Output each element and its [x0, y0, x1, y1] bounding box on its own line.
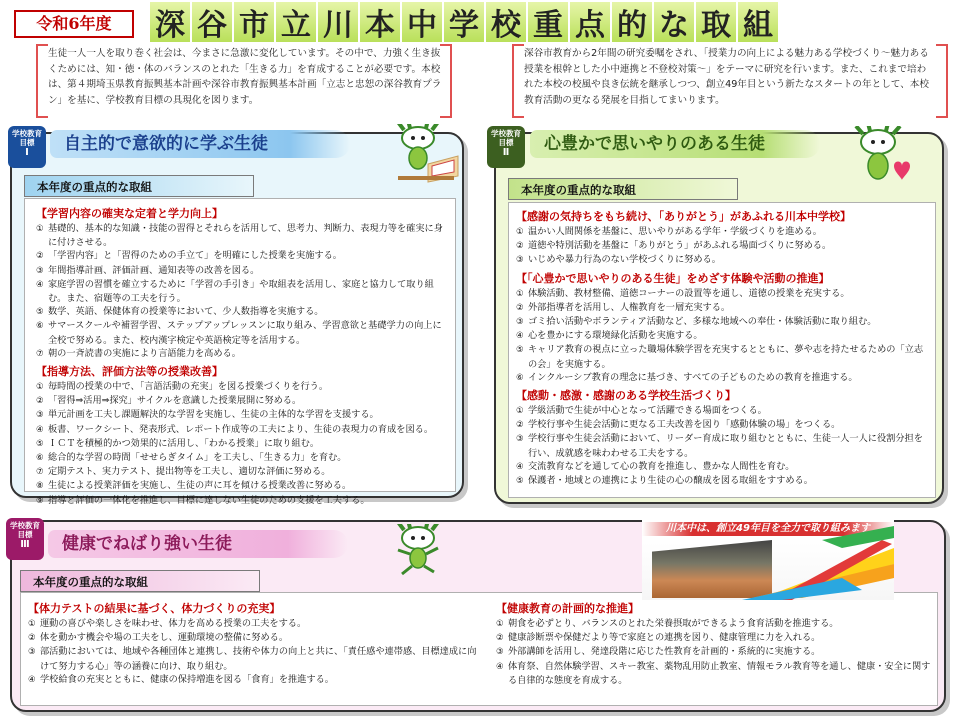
- item-number: ⑤: [516, 345, 524, 356]
- item-text: 家庭学習の習慣を確立するために「学習の手引き」や取組表を活用し、家庭と協力して取り組む。また、宿題等の工夫を行う。: [48, 278, 434, 305]
- title-char: 中: [402, 2, 442, 42]
- item-text: 道徳や特別活動を基盤に「ありがとう」があふれる場面づくりに努める。: [528, 240, 832, 252]
- list-item: [36, 347, 450, 361]
- goal2-title: 心豊かで思いやりのある生徒: [530, 130, 820, 158]
- item-number: ⑤: [516, 476, 524, 487]
- list-item: [28, 617, 478, 631]
- group-heading: 【感謝の気持ちをもち続け、「ありがとう」があふれる川本中学校】: [516, 210, 852, 223]
- list-item: [516, 287, 930, 301]
- group-heading: 【体力テストの結果に基づく、体力づくりの充実】: [28, 602, 281, 615]
- list-item: [496, 617, 932, 631]
- list-item: [28, 673, 478, 687]
- title-char: 重: [528, 2, 568, 42]
- title-char: 校: [486, 2, 526, 42]
- item-text: 心を豊かにする環境緑化活動を実施する。: [528, 330, 703, 342]
- group-heading: 【感動・感激・感謝のある学校生活づくり】: [516, 389, 736, 403]
- item-text: 生徒による授業評価を実施し、生徒の声に耳を傾ける授業改善に努める。: [48, 480, 352, 492]
- intro-right-text: 深谷市教育から2年間の研究委嘱をされ、「授業力の向上による魅力ある学校づくり〜魅力ある授業を根幹とした小中連携と不登校対策〜」をテーマに研究を行います。また、これまで培われた本校の校風や良き伝統を継承しつつ、創立49年目という新たなスタートの年として、本校教育活動の更なる発展を目指してまいります。: [524, 48, 929, 106]
- goal2-badge-num: Ⅱ: [502, 147, 510, 158]
- item-number: ②: [516, 302, 524, 313]
- item-number: ⑦: [36, 348, 44, 359]
- title-char: 点: [570, 2, 610, 42]
- goal1-badge-mid: 目標: [19, 138, 35, 147]
- item-number: ③: [516, 255, 524, 266]
- group-list: [36, 222, 450, 361]
- goal1-badge: [8, 126, 46, 168]
- goal3-badge-top: 学校教育: [10, 521, 40, 530]
- item-text: 体験活動、教材整備、道徳コーナーの設置等を通し、道徳の授業を充実する。: [528, 287, 850, 299]
- goal3-badge-num: Ⅲ: [20, 539, 30, 550]
- goal2-badge: [487, 126, 525, 168]
- item-text: 外部指導者を活用し、人権教育を一層充実する。: [528, 301, 731, 313]
- item-number: ①: [516, 288, 524, 299]
- item-number: ①: [36, 382, 44, 393]
- list-item: [516, 343, 930, 370]
- item-text: サマースクールや補習学習、ステップアップレッスンに取り組み、学習意欲と基礎学力の向上に全校で努める。また、校内漢字検定や英語検定等を活用する。: [48, 320, 442, 346]
- title-char: 立: [276, 2, 316, 42]
- mascot-studying-icon: [388, 124, 460, 188]
- list-item: [36, 437, 450, 451]
- item-number: ④: [496, 661, 504, 672]
- bracket-right-close: [936, 44, 948, 118]
- item-text: 学校行事や生徒会活動に更なる工夫改善を図り「感動体験の場」をつくる。: [528, 419, 841, 431]
- goal1-badge-top: 学校教育: [12, 129, 42, 138]
- goal3-title: 健康でねばり強い生徒: [48, 530, 348, 558]
- item-number: ①: [516, 227, 524, 237]
- item-text: 板書、ワークシート、発表形式、レポート作成等の工夫により、生徒の表現力の育成を図る。: [48, 423, 434, 435]
- goal2-section-label: 本年度の重点的な取組: [508, 178, 738, 200]
- group-list: [36, 380, 450, 508]
- item-number: ①: [496, 619, 504, 629]
- title-char: 学: [444, 2, 484, 42]
- item-text: 「学習内容」と「習得のための手立て」を明確にした授業を実施する。: [48, 250, 342, 262]
- goal3-badge: [6, 518, 44, 560]
- item-number: ③: [516, 317, 524, 328]
- list-item: [516, 371, 930, 385]
- item-number: ④: [36, 424, 44, 435]
- group-heading: 【「心豊かで思いやりのある生徒」をめざす体験や活動の推進】: [516, 271, 830, 285]
- list-item: [36, 394, 450, 408]
- list-item: [516, 404, 930, 418]
- item-text: 定期テスト、実力テスト、提出物等を工夫し、適切な評価に努める。: [48, 466, 331, 478]
- item-number: ⑥: [516, 372, 524, 383]
- list-item: [516, 253, 930, 267]
- banner-title: 川本中は、創立49年目を全力で取り組みます: [642, 522, 894, 536]
- list-item: [516, 432, 930, 459]
- item-number: ③: [496, 647, 504, 658]
- goal2-list: [516, 206, 930, 488]
- title-char: 市: [234, 2, 274, 42]
- item-number: ⑤: [36, 438, 44, 449]
- item-text: 基礎的、基本的な知識・技能の習得とそれらを活用して、思考力、判断力、表現力等を確実に身に付けさせる。: [48, 223, 443, 249]
- item-number: ②: [36, 396, 44, 407]
- group-heading: 【健康教育の計画的な推進】: [496, 602, 639, 615]
- goal2-badge-top: 学校教育: [491, 129, 521, 138]
- item-number: ②: [28, 633, 36, 644]
- banner-graphics: [642, 518, 894, 600]
- list-item: [36, 451, 450, 465]
- group-heading: 【指導方法、評価方法等の授業改善】: [36, 365, 223, 379]
- list-item: [516, 315, 930, 329]
- item-text: いじめや暴力行為のない学校づくりに努める。: [528, 254, 721, 266]
- list-item: [36, 305, 450, 319]
- item-number: ⑧: [36, 481, 44, 492]
- item-number: ②: [496, 633, 504, 644]
- item-number: ③: [36, 265, 44, 276]
- list-item: [516, 460, 930, 474]
- title-char: 取: [696, 2, 736, 42]
- item-text: 運動の喜びや楽しさを味わせ、体力を高める授業の工夫をする。: [40, 618, 307, 629]
- item-text: 温かい人間関係を基盤に、思いやりがある学年・学級づくりを進める。: [528, 226, 822, 237]
- item-text: インクルーシブ教育の理念に基づき、すべての子どものための教育を推進する。: [528, 371, 858, 383]
- item-number: ③: [28, 647, 36, 658]
- item-number: ⑥: [36, 453, 44, 464]
- group-list: [28, 617, 478, 687]
- item-number: ④: [516, 461, 524, 472]
- list-item: [496, 645, 932, 659]
- group-list: [496, 617, 932, 687]
- item-number: ②: [36, 251, 44, 262]
- list-item: [496, 631, 932, 645]
- item-text: 交流教育などを通して心の教育を推進し、豊かな人間性を育む。: [528, 460, 795, 472]
- item-text: 数学、英語、保健体育の授業等において、少人数指導を実施する。: [48, 306, 324, 318]
- item-number: ④: [516, 331, 524, 342]
- item-text: 朝の一斉読書の実施により言語能力を高める。: [48, 347, 241, 359]
- group-heading: 【学習内容の確実な定着と学力向上】: [36, 207, 223, 220]
- item-text: 指導と評価の一体化を推進し、目標に達しない生徒のための支援を工夫する。: [48, 494, 370, 506]
- item-number: ③: [516, 434, 524, 445]
- item-text: 体を動かす機会や場の工夫をし、運動環境の整備に努める。: [40, 632, 289, 644]
- list-item: [516, 225, 930, 239]
- title-char: 本: [360, 2, 400, 42]
- school-banner: [642, 518, 894, 600]
- item-text: 学校行事や生徒会活動において、リーダー育成に取り組むとともに、生徒一人一人に役割分担を行い、成就感を味わわせる工夫をする。: [528, 433, 923, 459]
- item-text: 朝食を必ずとり、バランスのとれた栄養摂取ができるよう食育活動を推進する。: [508, 618, 839, 629]
- goal1-list: [36, 203, 450, 508]
- item-number: ③: [36, 410, 44, 421]
- list-item: [36, 423, 450, 437]
- item-number: ⑥: [36, 321, 44, 332]
- list-item: [516, 239, 930, 253]
- group-list: [516, 225, 930, 268]
- list-item: [36, 264, 450, 278]
- item-number: ②: [516, 241, 524, 252]
- item-text: 毎時間の授業の中で、「言語活動の充実」を図る授業づくりを行う。: [48, 381, 329, 393]
- list-item: [516, 474, 930, 488]
- goal3-list-left: [28, 598, 478, 687]
- list-item: [36, 222, 450, 249]
- item-number: ②: [516, 420, 524, 431]
- item-number: ①: [28, 619, 36, 629]
- list-item: [28, 645, 478, 672]
- title-char: 川: [318, 2, 358, 42]
- goal3-section-label: 本年度の重点的な取組: [20, 570, 260, 592]
- item-text: 学級活動で生徒が中心となって活躍できる場面をつくる。: [528, 405, 767, 417]
- item-text: 部活動においては、地域や各種団体と連携し、技術や体力の向上と共に、「責任感や連帯感、目標達成に向けて努力する心」等の涵養に向け、取り組む。: [40, 646, 477, 672]
- item-number: ⑨: [36, 495, 44, 506]
- goal1-section-label: 本年度の重点的な取組: [24, 175, 254, 197]
- list-item: [516, 301, 930, 315]
- list-item: [36, 249, 450, 263]
- item-text: 健康診断票や保健だより等で家庭との連携を図り、健康管理に力を入れる。: [508, 632, 821, 644]
- bracket-left-open: [36, 44, 48, 118]
- list-item: [36, 479, 450, 493]
- mascot-heart-icon: [844, 126, 914, 188]
- list-item: [36, 278, 450, 305]
- item-text: 保護者・地域との連携により生徒の心の醸成を図る取組をすすめる。: [528, 475, 813, 487]
- list-item: [36, 380, 450, 394]
- group-list: [516, 287, 930, 385]
- bracket-right-open: [512, 44, 524, 118]
- list-item: [36, 465, 450, 479]
- item-text: ゴミ拾い活動やボランティア活動など、多様な地域への奉仕・体験活動に取り組む。: [528, 316, 877, 328]
- item-number: ⑦: [36, 467, 44, 478]
- item-text: 「習得⇒活用⇒探究」サイクルを意識した授業展開に努める。: [48, 395, 302, 407]
- item-text: キャリア教育の視点に立った職場体験学習を充実するとともに、夢や志を持たせるための「立志の会」を実施する。: [528, 344, 924, 370]
- item-number: ④: [28, 674, 36, 685]
- title-char: な: [654, 2, 694, 42]
- goal3-badge-mid: 目標: [17, 530, 33, 539]
- intro-left-text: 生徒一人一人を取り巻く社会は、今まさに急激に変化しています。その中で、力強く生き抜くためには、知・徳・体のバランスのとれた「生きる力」を育成することが必要です。本校は、第４期埼玉県教育振興基本計画や深谷市教育振興基本計画「立志と忠恕の深谷教育プラン」を基に、学校教育目標の具現化を図ります。: [48, 48, 442, 106]
- item-number: ④: [36, 279, 44, 290]
- title-char: 組: [738, 2, 778, 42]
- title-char: 谷: [192, 2, 232, 42]
- goal1-badge-num: Ⅰ: [25, 147, 29, 158]
- title-char: 的: [612, 2, 652, 42]
- item-text: 外部講師を活用し、発達段階に応じた性教育を計画的・系統的に実施する。: [508, 646, 821, 658]
- title-char: 深: [150, 2, 190, 42]
- list-item: [516, 418, 930, 432]
- item-number: ①: [36, 224, 44, 234]
- page-title: [150, 2, 778, 44]
- goal1-title: 自主的で意欲的に学ぶ生徒: [50, 130, 350, 158]
- mascot-running-icon: [388, 524, 452, 576]
- item-text: ＩＣＴを積極的かつ効果的に活用し、「わかる授業」に取り組む。: [48, 437, 320, 449]
- item-text: 体育祭、自然体験学習、スキー教室、薬物乱用防止教室、情報モラル教育等を通し、健康・安全に関する自律的な態度を育成する。: [508, 660, 931, 686]
- item-text: 単元計画を工夫し課題解決的な学習を実施し、生徒の主体的な学習を支援する。: [48, 409, 379, 421]
- item-text: 年間指導計画、評価計画、通知表等の改善を図る。: [48, 264, 260, 276]
- list-item: [36, 408, 450, 422]
- item-text: 総合的な学習の時間「せせらぎタイム」を工夫し、「生きる力」を育む。: [48, 452, 347, 464]
- list-item: [496, 660, 932, 687]
- goal3-list-right: [496, 598, 932, 687]
- item-number: ①: [516, 406, 524, 417]
- list-item: [28, 631, 478, 645]
- goal2-badge-mid: 目標: [498, 138, 514, 147]
- item-text: 学校給食の充実とともに、健康の保持増進を図る「食育」を推進する。: [40, 673, 334, 685]
- item-number: ⑤: [36, 307, 44, 318]
- year-label: 令和6年度: [14, 10, 134, 38]
- group-list: [516, 404, 930, 488]
- list-item: [516, 329, 930, 343]
- list-item: [36, 319, 450, 346]
- list-item: [36, 494, 450, 508]
